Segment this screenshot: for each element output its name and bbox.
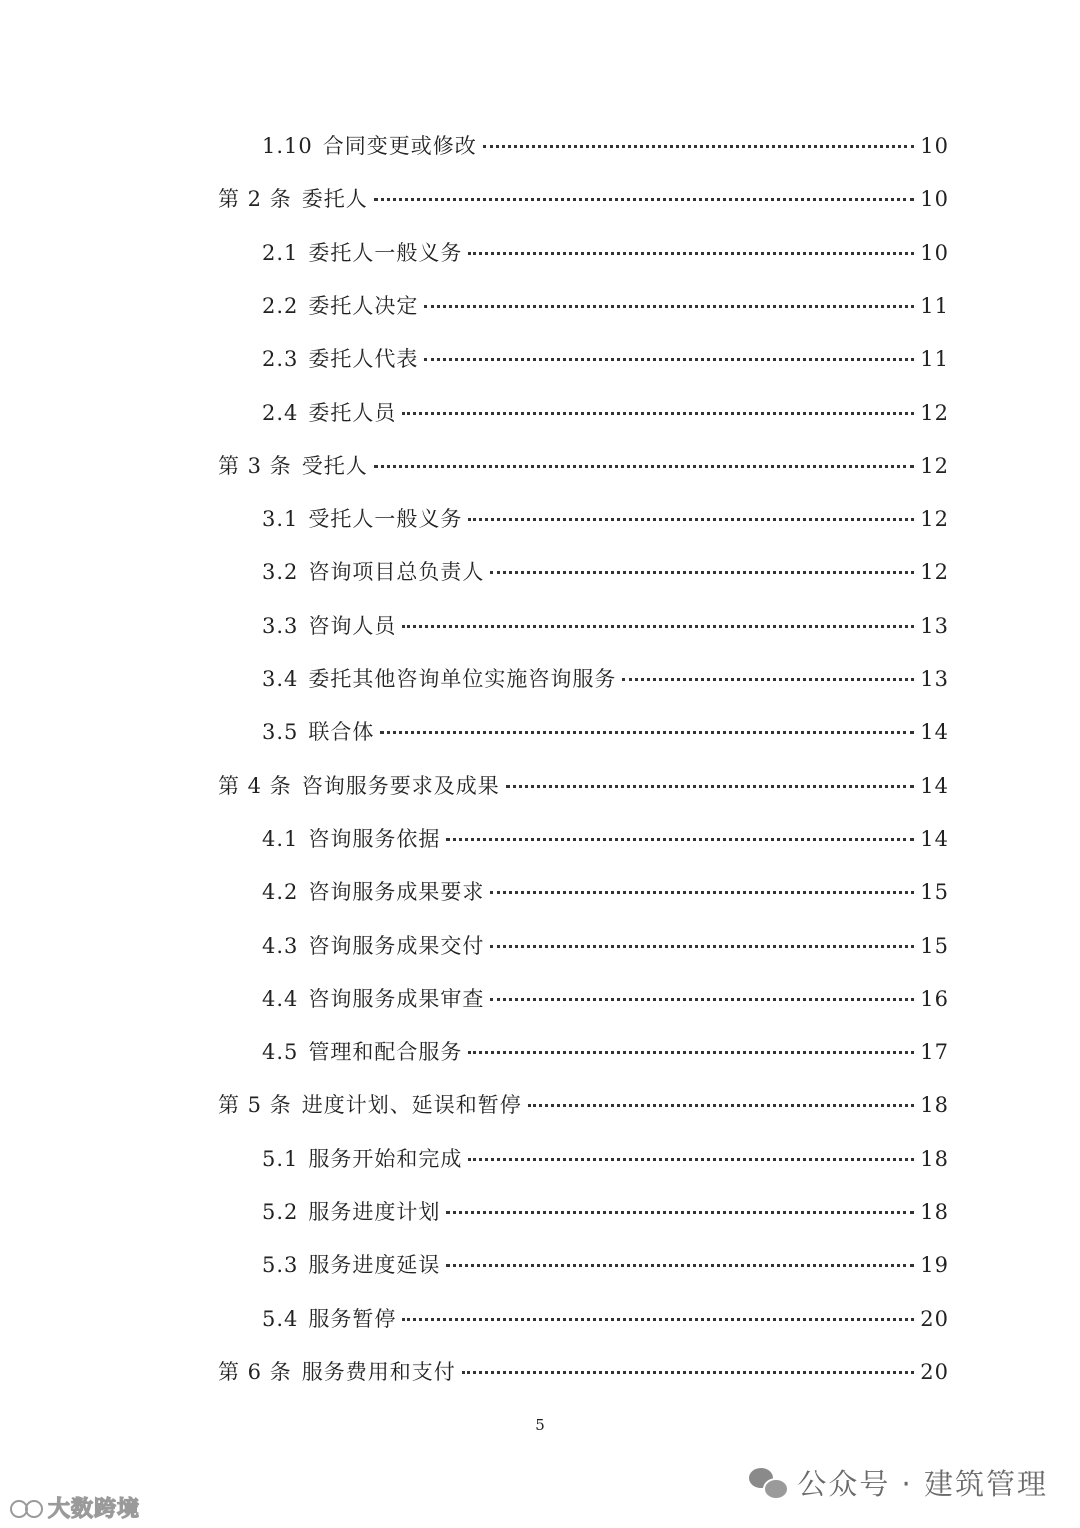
- toc-entry-page: 10: [920, 241, 949, 265]
- toc-entry[interactable]: [262, 393, 949, 427]
- toc-entry-page: 18: [920, 1147, 949, 1171]
- toc-entry[interactable]: [262, 606, 949, 640]
- toc-entry-page: 12: [920, 507, 949, 531]
- toc-entry-page: 14: [920, 720, 949, 744]
- toc-entry-number: 5.3: [262, 1253, 299, 1277]
- toc-entry-page: 19: [920, 1253, 949, 1277]
- toc-entry-title: 服务开始和完成: [308, 1147, 463, 1171]
- toc-entry-title: 服务暂停: [308, 1307, 397, 1331]
- toc-entry-page: 16: [920, 987, 949, 1011]
- toc-entry[interactable]: [262, 1139, 949, 1173]
- toc-entry[interactable]: [262, 1245, 949, 1279]
- toc-entry-number: 3.1: [262, 507, 299, 531]
- toc-entry-title: 咨询服务要求及成果: [301, 774, 500, 798]
- toc-entry-title: 管理和配合服务: [308, 1040, 463, 1064]
- toc-entry-number: 5.4: [262, 1307, 299, 1331]
- toc-entry-number: 第 5 条: [218, 1093, 292, 1117]
- toc-entry-title: 服务进度计划: [308, 1200, 441, 1224]
- toc-entry-number: 5.2: [262, 1200, 299, 1224]
- toc-entry[interactable]: [262, 659, 949, 693]
- toc-entry-number: 第 4 条: [218, 774, 292, 798]
- toc-entry-number: 2.2: [262, 294, 299, 318]
- toc-dot-leader: [446, 838, 914, 841]
- toc-dot-leader: [374, 198, 915, 201]
- wechat-watermark-text: 公众号 · 建筑管理: [797, 1467, 1048, 1501]
- toc-entry-title: 咨询服务成果审查: [308, 987, 485, 1011]
- toc-entry[interactable]: [218, 766, 949, 800]
- toc-entry-title: 联合体: [308, 720, 375, 744]
- toc-entry[interactable]: [262, 126, 949, 160]
- toc-dot-leader: [490, 945, 914, 948]
- toc-entry-title: 服务费用和支付: [301, 1360, 456, 1384]
- toc-entry[interactable]: [262, 1032, 949, 1066]
- toc-dot-leader: [424, 358, 914, 361]
- toc-entry-number: 第 6 条: [218, 1360, 292, 1384]
- toc-entry-number: 3.4: [262, 667, 299, 691]
- toc-entry-page: 20: [920, 1360, 949, 1384]
- toc-entry-title: 受托人: [301, 454, 368, 478]
- toc-dot-leader: [402, 412, 914, 415]
- toc-entry-page: 13: [920, 614, 949, 638]
- toc-entry[interactable]: [262, 872, 949, 906]
- toc-dot-leader: [490, 998, 914, 1001]
- toc-entry-title: 咨询服务依据: [308, 827, 441, 851]
- toc-entry[interactable]: [262, 819, 949, 853]
- toc-entry-page: 14: [920, 774, 949, 798]
- toc-dot-leader: [468, 518, 914, 521]
- toc-entry[interactable]: [262, 233, 949, 267]
- toc-dot-leader: [402, 625, 914, 628]
- toc-dot-leader: [424, 305, 914, 308]
- toc-entry-page: 10: [920, 134, 949, 158]
- toc-entry-number: 2.1: [262, 241, 299, 265]
- toc-entry-title: 合同变更或修改: [322, 134, 477, 158]
- toc-entry-title: 委托人员: [308, 401, 397, 425]
- toc-dot-leader: [490, 571, 914, 574]
- toc-dot-leader: [468, 252, 914, 255]
- toc-entry-page: 12: [920, 401, 949, 425]
- toc-entry[interactable]: [262, 926, 949, 960]
- toc-entry-page: 12: [920, 454, 949, 478]
- brand-watermark-text: 大数跨境: [48, 1497, 141, 1522]
- toc-entry-number: 4.3: [262, 934, 299, 958]
- toc-dot-leader: [446, 1264, 914, 1267]
- toc-entry-number: 3.2: [262, 560, 299, 584]
- toc-entry-number: 2.3: [262, 347, 299, 371]
- toc-dot-leader: [528, 1104, 915, 1107]
- toc-entry-title: 服务进度延误: [308, 1253, 441, 1277]
- toc-entry[interactable]: [262, 1299, 949, 1333]
- toc-dot-leader: [506, 785, 915, 788]
- toc-entry[interactable]: [262, 499, 949, 533]
- toc-entry-number: 3.5: [262, 720, 299, 744]
- toc-entry-page: 20: [920, 1307, 949, 1331]
- toc-entry-number: 第 3 条: [218, 454, 292, 478]
- toc-dot-leader: [622, 678, 914, 681]
- toc-entry-title: 委托人一般义务: [308, 241, 463, 265]
- toc-entry-title: 咨询人员: [308, 614, 397, 638]
- toc-entry[interactable]: [218, 1352, 949, 1386]
- toc-entry-title: 咨询项目总负责人: [308, 560, 485, 584]
- toc-entry[interactable]: [262, 552, 949, 586]
- toc-entry-page: 12: [920, 560, 949, 584]
- toc-entry-number: 4.2: [262, 880, 299, 904]
- toc-entry[interactable]: [262, 339, 949, 373]
- toc-dot-leader: [380, 731, 914, 734]
- toc-dot-leader: [402, 1318, 914, 1321]
- toc-entry-title: 受托人一般义务: [308, 507, 463, 531]
- toc-entry[interactable]: [262, 1192, 949, 1226]
- toc-dot-leader: [468, 1158, 914, 1161]
- page-number: 5: [535, 1416, 545, 1434]
- toc-entry-page: 10: [920, 187, 949, 211]
- toc-entry-page: 11: [920, 294, 949, 318]
- toc-entry-title: 委托人代表: [308, 347, 419, 371]
- toc-dot-leader: [462, 1371, 915, 1374]
- toc-entry-page: 13: [920, 667, 949, 691]
- wechat-icon: [749, 1468, 787, 1498]
- toc-entry-number: 3.3: [262, 614, 299, 638]
- toc-entry[interactable]: [262, 286, 949, 320]
- toc-entry-page: 17: [920, 1040, 949, 1064]
- wechat-watermark: [749, 1462, 1048, 1503]
- toc-entry-title: 咨询服务成果要求: [308, 880, 485, 904]
- toc-entry-page: 15: [920, 880, 949, 904]
- toc-entry[interactable]: [218, 179, 949, 213]
- toc-entry-title: 委托人: [301, 187, 368, 211]
- toc-dot-leader: [374, 465, 915, 468]
- toc-entry-title: 委托人决定: [308, 294, 419, 318]
- toc-entry-page: 15: [920, 934, 949, 958]
- toc-dot-leader: [468, 1051, 914, 1054]
- toc-entry-page: 11: [920, 347, 949, 371]
- toc-dot-leader: [483, 145, 915, 148]
- toc-entry-title: 进度计划、延误和暂停: [301, 1093, 522, 1117]
- toc-entry[interactable]: [262, 712, 949, 746]
- toc-entry-page: 18: [920, 1200, 949, 1224]
- toc-entry-number: 第 2 条: [218, 187, 292, 211]
- toc-entry-number: 1.10: [262, 134, 313, 158]
- brand-watermark: [10, 1492, 140, 1523]
- toc-entry[interactable]: [262, 979, 949, 1013]
- toc-entry[interactable]: [218, 1085, 949, 1119]
- toc-entry[interactable]: [218, 446, 949, 480]
- toc-entry-title: 委托其他咨询单位实施咨询服务: [308, 667, 617, 691]
- toc-entry-title: 咨询服务成果交付: [308, 934, 485, 958]
- toc-entry-number: 4.5: [262, 1040, 299, 1064]
- toc-entry-number: 2.4: [262, 401, 299, 425]
- toc-entry-page: 14: [920, 827, 949, 851]
- toc-entry-number: 4.1: [262, 827, 299, 851]
- toc-entry-page: 18: [920, 1093, 949, 1117]
- brand-logo-icon: [10, 1495, 44, 1521]
- toc-dot-leader: [490, 891, 914, 894]
- toc-entry-number: 4.4: [262, 987, 299, 1011]
- toc-dot-leader: [446, 1211, 914, 1214]
- toc-entry-number: 5.1: [262, 1147, 299, 1171]
